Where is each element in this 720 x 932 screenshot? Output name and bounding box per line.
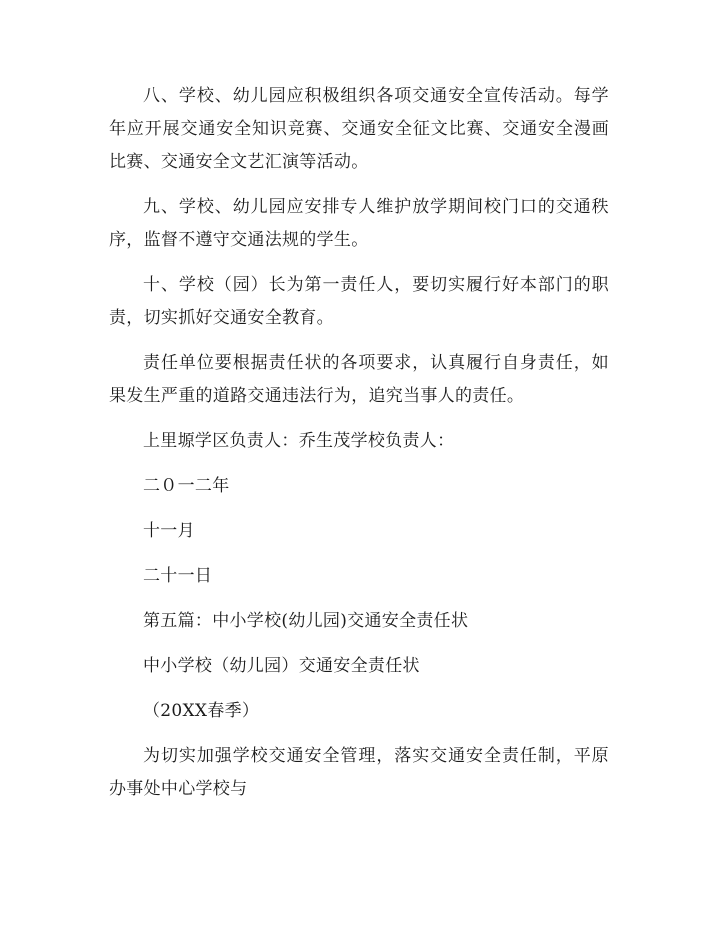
document-subtitle: （20XX春季） <box>143 701 260 721</box>
paragraph-responsibility: 责任单位要根据责任状的各项要求，认真履行自身责任，如果发生严重的道路交通违法行为，追究当事人的责任。 <box>109 353 609 406</box>
chapter-heading: 第五篇：中小学校(幼儿园)交通安全责任状 <box>143 611 469 631</box>
document-page <box>109 80 609 806</box>
paragraph-item-9: 九、学校、幼儿园应安排专人维护放学期间校门口的交通秩序，监督不遵守交通法规的学生。 <box>109 197 609 250</box>
paragraph-intro: 为切实加强学校交通安全管理，落实交通安全责任制，平原办事处中心学校与 <box>109 746 609 799</box>
paragraph-item-10: 十、学校（园）长为第一责任人，要切实履行好本部门的职责，切实抓好交通安全教育。 <box>109 275 609 328</box>
document-title: 中小学校（幼儿园）交通安全责任状 <box>143 656 420 676</box>
signatories-line: 上里塬学区负责人：乔生茂学校负责人： <box>143 431 455 451</box>
date-day: 二十一日 <box>143 566 213 586</box>
paragraph-item-8: 八、学校、幼儿园应积极组织各项交通安全宣传活动。每学年应开展交通安全知识竞赛、交通安全征文比赛、交通安全漫画比赛、交通安全文艺汇演等活动。 <box>109 86 609 172</box>
date-year: 二０一二年 <box>143 476 230 496</box>
date-month: 十一月 <box>143 521 195 541</box>
